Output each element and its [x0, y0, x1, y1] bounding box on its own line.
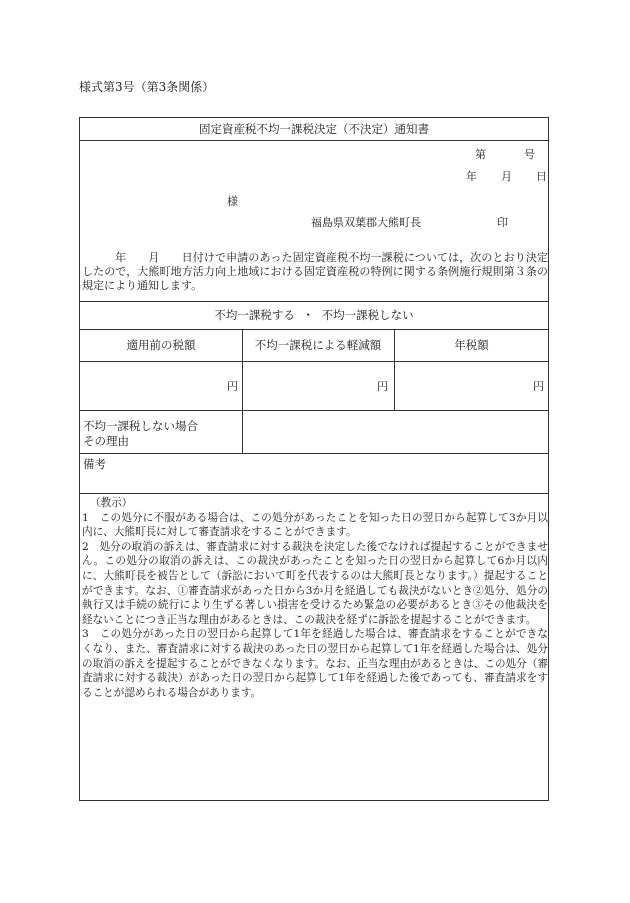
reason-label — [83, 419, 198, 449]
divider-reason — [80, 453, 548, 454]
choice-not-apply: 不均一課税しない — [321, 308, 414, 322]
number-suffix: 号 — [524, 148, 535, 161]
col-annual-tax: 年税額 — [454, 338, 489, 352]
addressee-suffix: 様 — [227, 195, 238, 208]
col-reduction: 不均一課税による軽減額 — [254, 338, 382, 352]
divider-table-header — [80, 361, 548, 362]
divider-title — [80, 140, 548, 141]
reason-label-line2: その理由 — [83, 434, 129, 448]
yen-annual: 円 — [533, 380, 544, 393]
notice-text: 年 月 日付けで申請のあった固定資産税不均一課税については，次のとおり決定したので，大熊町地方活力向上地域における固定資産税の特例に関する条例施行規則第３条の規定により通知します。 — [82, 251, 548, 292]
appeal-instructions — [82, 496, 548, 700]
col-divider-2 — [394, 329, 395, 410]
instructions-heading: （教示） — [90, 497, 133, 509]
reason-label-line1: 不均一課税しない場合 — [83, 419, 198, 433]
number-prefix: 第 — [475, 148, 486, 161]
notice-form — [79, 117, 549, 801]
col-before-tax: 適用前の税額 — [126, 338, 196, 352]
date-year: 年 — [466, 170, 477, 183]
date-month: 月 — [501, 170, 512, 183]
divider-remarks — [80, 493, 548, 494]
instruction-item-3: 3 この処分があった日の翌日から起算して1年を経過した場合は、審査請求をすることができなくなり、また、審査請求に対する裁決のあった日の翌日から起算して1年を経過した場合は、処分の取消の訴えを提起することができなくなります。なお、正当な理由があるときは、この処分（審査請求に対する裁決）があった日の翌日から起算して1年を経過した後であっても、審査請求をすることが認められる場合があります。 — [82, 628, 548, 699]
issuer-name: 福島県双葉郡大熊町長 — [311, 216, 421, 229]
form-title: 固定資産税不均一課税決定（不決定）通知書 — [199, 122, 429, 136]
form-label: 様式第3号（第3条関係） — [79, 80, 215, 94]
yen-reduction: 円 — [377, 380, 388, 393]
yen-before: 円 — [227, 380, 238, 393]
seal-mark: 印 — [497, 216, 508, 229]
remarks-label: 備考 — [83, 457, 106, 471]
instruction-item-1: 1 この処分に不服がある場合は、この処分があったことを知った日の翌日から起算して3か月以内に、大熊町長に対して審査請求をすることができます。 — [82, 511, 548, 539]
date-day: 日 — [536, 170, 547, 183]
choice-separator: ・ — [302, 308, 314, 322]
choice-apply: 不均一課税する — [214, 308, 295, 322]
col-divider-1 — [242, 329, 243, 410]
decision-choice — [80, 301, 548, 329]
instruction-item-2: 2 処分の取消の訴えは、審査請求に対する裁決を決定した後でなければ提起することができません。この処分の取消の訴えは、この裁決があったことを知った日の翌日から起算して6か月以内に、大熊町長を被告として（訴訟において町を代表するのは大熊町長となります。）提起することができます。なお、①審査請求があった日から3か月を経過しても裁決がないとき②処分、処分の執行又は手続の続行により生ずる著しい損害を受けるため緊急の必要があるとき③その他裁決を経ないことにつき正当な理由があるときは、この裁決を経ずに訴訟を提起することができます。 — [82, 540, 548, 626]
reason-divider — [242, 410, 243, 453]
divider-table-values — [80, 410, 548, 411]
